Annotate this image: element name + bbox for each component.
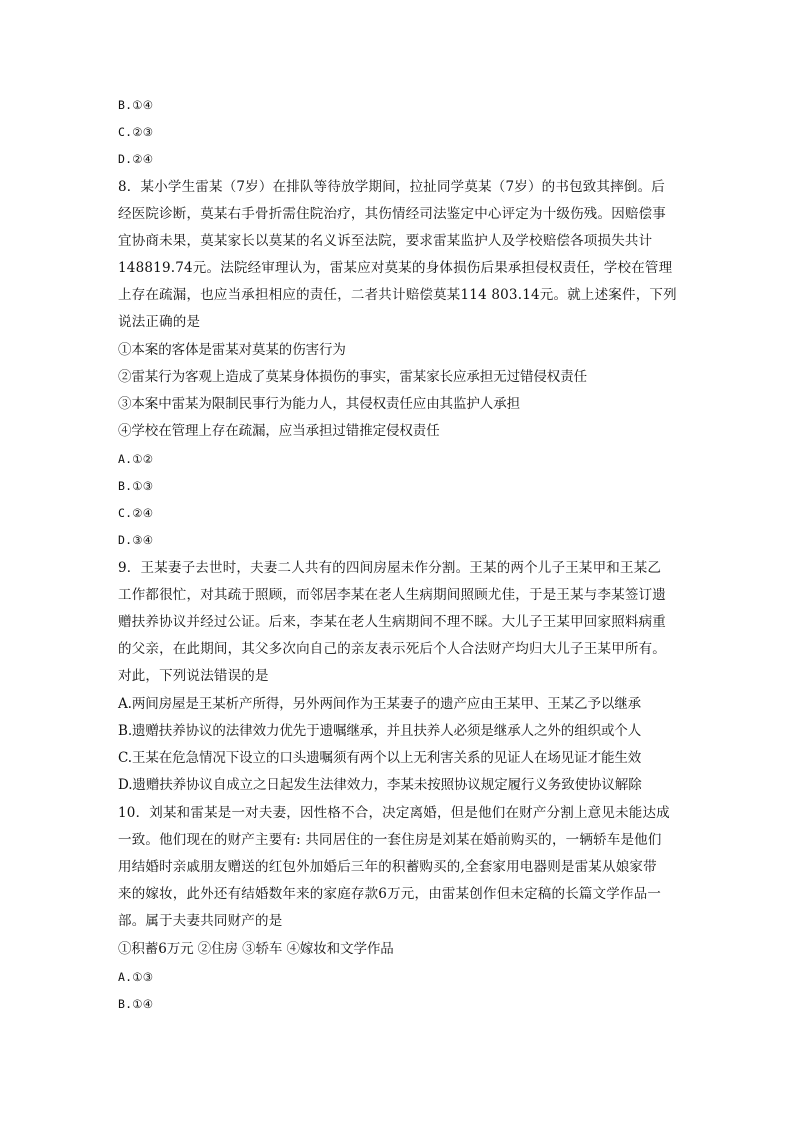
q10-stem-line-5: 部。属于夫妻共同财产的是 (118, 913, 283, 929)
q8-option-b: B.①③ (118, 479, 154, 493)
q8-stem-line-1: 8．某小学生雷某（7岁）在排队等待放学期间，拉扯同学莫某（7岁）的书包致其摔倒。后 (118, 179, 665, 195)
q8-option-d: D.③④ (118, 533, 154, 547)
q10-option-a: A.①③ (118, 970, 154, 984)
q9-option-a: A.两间房屋是王某析产所得，另外两间作为王某妻子的遗产应由王某甲、王某乙予以继承 (118, 696, 642, 712)
q9-option-d: D.遗赠扶养协议自成立之日起发生法律效力，李某未按照协议规定履行义务致使协议解除 (118, 777, 642, 793)
q10-option-b: B.①④ (118, 997, 154, 1011)
q8-stem-line-3: 宜协商未果，莫某家长以莫某的名义诉至法院，要求雷某监护人及学校赔偿各项损失共计 (118, 233, 653, 249)
q9-stem-line-3: 赠扶养协议并经过公证。后来，李某在老人生病期间不理不睬。大儿子王某甲回家照料病重 (118, 614, 666, 630)
q8-stem-line-6: 说法正确的是 (118, 314, 201, 330)
q8-stem-line-5: 上存在疏漏，也应当承担相应的责任，二者共计赔偿莫某114 803.14元。就上述案件，下列 (118, 287, 677, 303)
q9-stem-line-1: 9．王某妻子去世时，夫妻二人共有的四间房屋未作分割。王某的两个儿子王某甲和王某乙 (118, 560, 662, 576)
q8-statement-4: ④学校在管理上存在疏漏，应当承担过错推定侵权责任 (118, 423, 440, 439)
q9-stem-line-4: 的父亲，在此期间，其父多次向自己的亲友表示死后个人合法财产均归大儿子王某甲所有。 (118, 641, 666, 657)
q8-statement-2: ②雷某行为客观上造成了莫某身体损伤的事实，雷某家长应承担无过错侵权责任 (118, 369, 587, 385)
q10-statements: ①积蓄6万元 ②住房 ③轿车 ④嫁妆和文学作品 (118, 941, 394, 957)
q10-stem-line-2: 一致。他们现在的财产主要有: 共同居住的一套住房是刘某在婚前购买的，一辆轿车是他们 (118, 832, 662, 848)
q8-statement-3: ③本案中雷某为限制民事行为能力人，其侵权责任应由其监护人承担 (118, 396, 520, 412)
q8-option-a: A.①② (118, 452, 154, 466)
q9-option-b: B.遗赠扶养协议的法律效力优先于遗嘱继承，并且扶养人必须是继承人之外的组织或个人 (118, 723, 642, 739)
q10-stem-line-3: 用结婚时亲戚朋友赠送的红包外加婚后三年的积蓄购买的,全套家用电器则是雷某从娘家带 (118, 859, 657, 875)
q10-stem-line-1: 10．刘某和雷某是一对夫妻，因性格不合，决定离婚，但是他们在财产分割上意见未能达成 (118, 805, 670, 821)
q7-option-d: D.②④ (118, 152, 154, 166)
q8-stem-line-2: 经医院诊断，莫某右手骨折需住院治疗，其伤情经司法鉴定中心评定为十级伤残。因赔偿事 (118, 206, 666, 222)
q7-option-b: B.①④ (118, 98, 154, 112)
q8-option-c: C.②④ (118, 506, 154, 520)
q7-option-c: C.②③ (118, 125, 154, 139)
q10-stem-line-4: 来的嫁妆，此外还有结婚数年来的家庭存款6万元，由雷某创作但未定稿的长篇文学作品一 (118, 886, 662, 902)
q9-stem-line-5: 对此，下列说法错误的是 (118, 668, 269, 684)
q8-statement-1: ①本案的客体是雷某对莫某的伤害行为 (118, 342, 346, 358)
q9-option-c: C.王某在危急情况下设立的口头遗嘱须有两个以上无利害关系的见证人在场见证才能生效 (118, 750, 642, 766)
q8-stem-line-4: 148819.74元。法院经审理认为，雷某应对莫某的身体损伤后果承担侵权责任，学校在管理 (118, 260, 673, 276)
q9-stem-line-2: 工作都很忙，对其疏于照顾，而邻居李某在老人生病期间照顾尤佳，于是王某与李某签订遗 (118, 587, 666, 603)
